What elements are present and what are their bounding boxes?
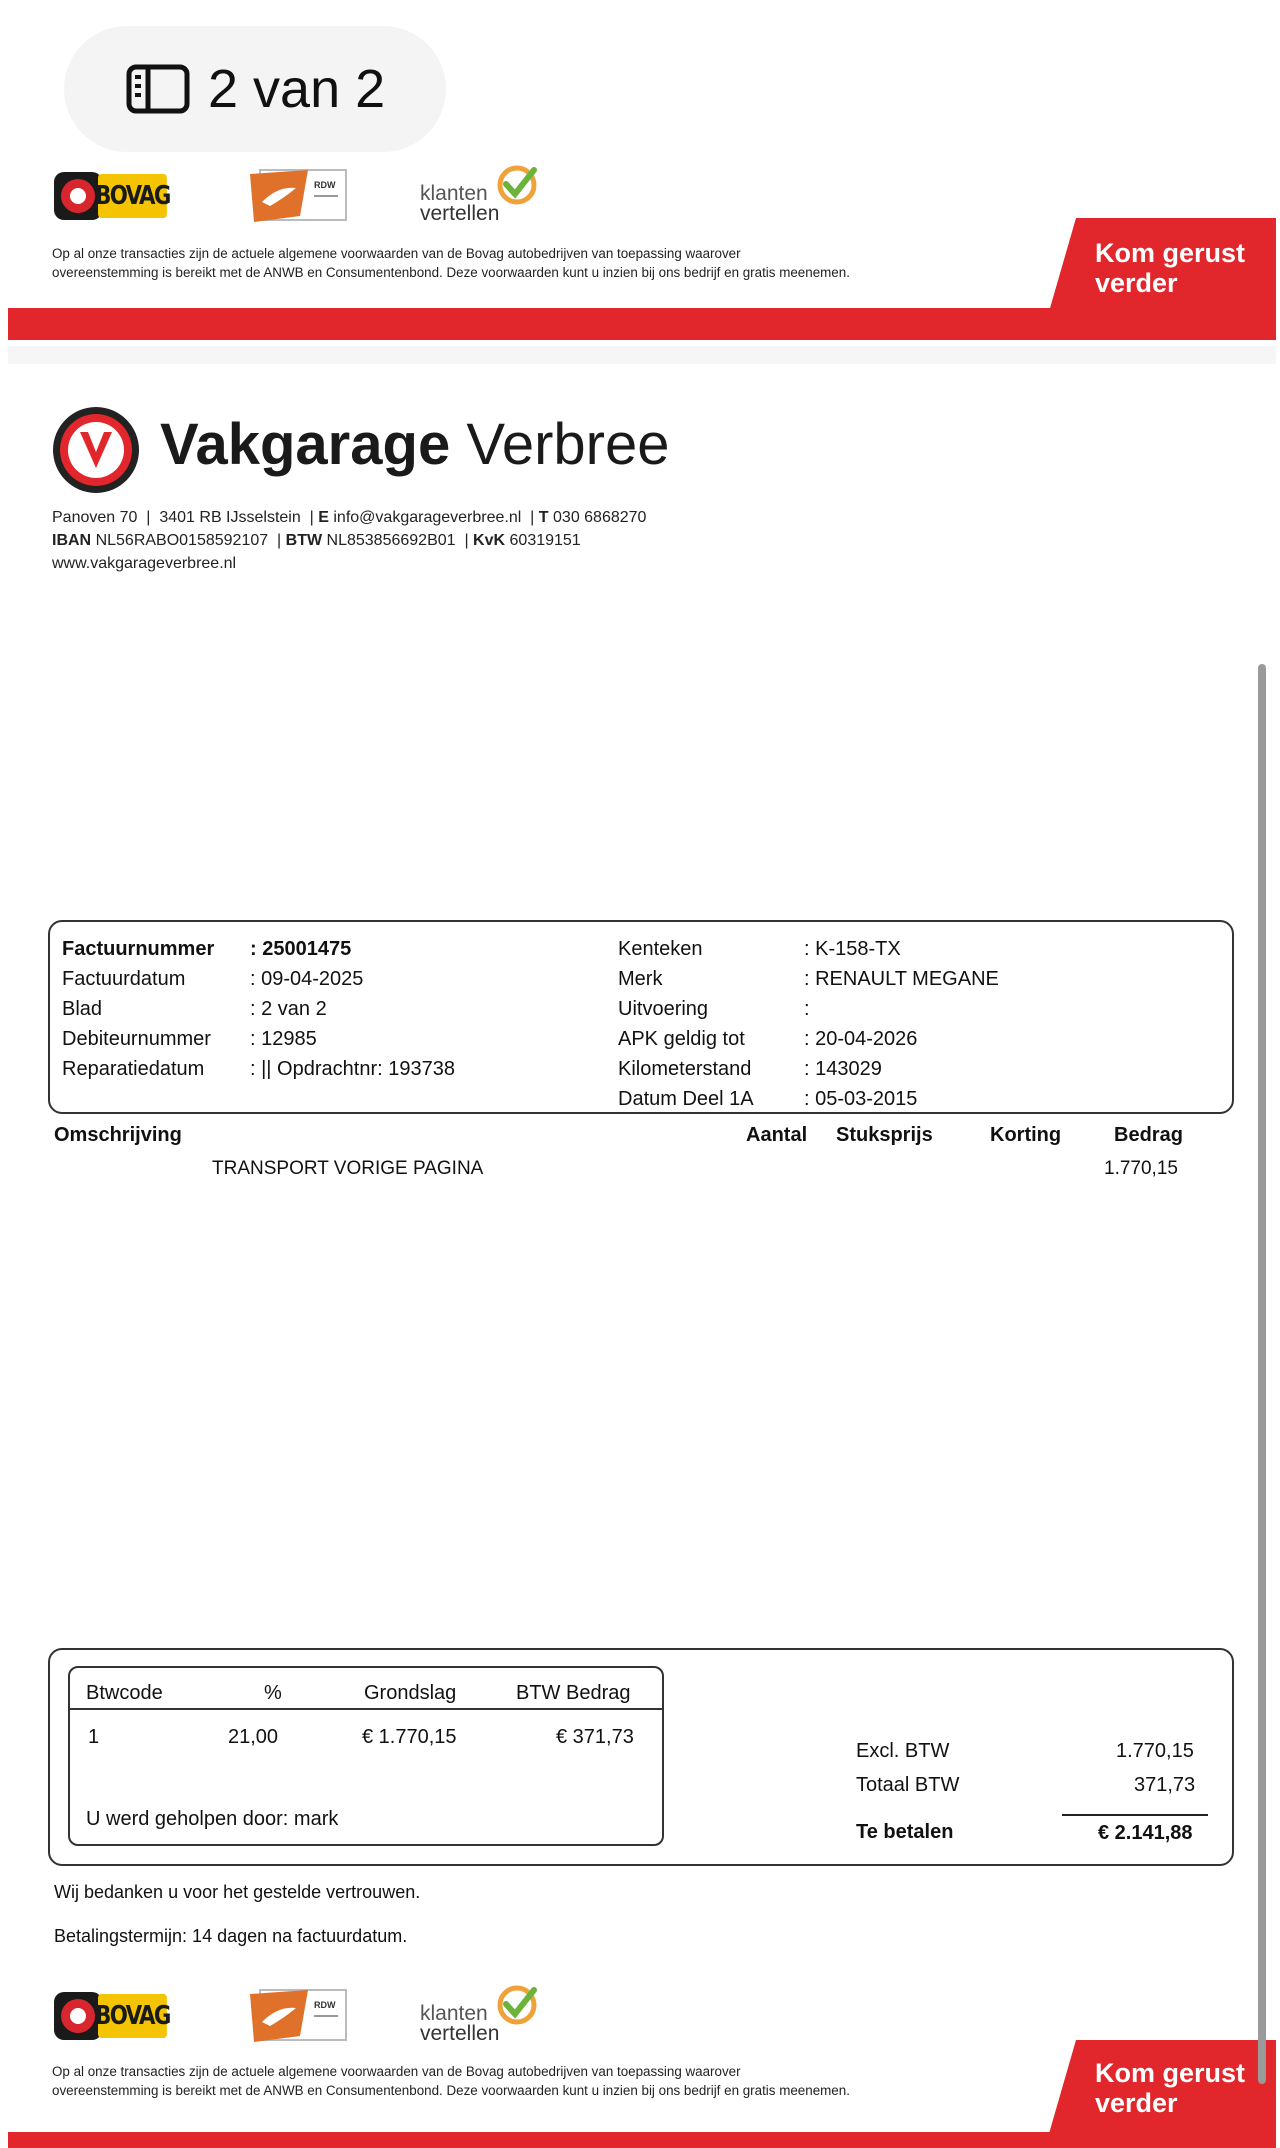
vakgarage-logo-icon <box>50 404 142 496</box>
promo-line-1: Kom gerust <box>1095 238 1246 268</box>
bovag-logo <box>54 170 182 222</box>
vat-header-percent: % <box>264 1682 282 1704</box>
vehicle-info-right <box>618 934 1138 1114</box>
footer-red-strip-bottom <box>8 2132 1276 2148</box>
klanten-vertellen-logo-bottom <box>420 1984 550 2050</box>
col-amount: Bedrag <box>1114 1124 1183 1146</box>
helped-by: U werd geholpen door: mark <box>86 1808 339 1830</box>
bovag-logo-bottom <box>54 1990 182 2042</box>
promo-text-bottom <box>1095 2058 1245 2118</box>
vat-header-amount: BTW Bedrag <box>516 1682 631 1704</box>
company-name-light: Verbree <box>466 412 670 477</box>
info-row <box>618 934 1138 964</box>
vertellen-word: vertellen <box>420 202 500 225</box>
vat-row-code: 1 <box>88 1726 100 1748</box>
info-label: Reparatiedatum <box>62 1058 205 1080</box>
info-value: : 143029 <box>804 1058 882 1080</box>
btw: NL853856692B01 <box>326 532 456 549</box>
col-unit-price: Stuksprijs <box>836 1124 933 1146</box>
bovag-wordmark: BOVAG <box>98 174 167 218</box>
vat-row-percent: 21,00 <box>228 1726 279 1748</box>
info-value: : <box>804 998 810 1020</box>
street: Panoven 70 <box>52 509 138 526</box>
page-indicator-label: 2 van 2 <box>208 59 386 119</box>
iban-label: IBAN <box>52 532 92 549</box>
vertellen-word: vertellen <box>420 2022 500 2045</box>
info-row <box>618 1084 1138 1114</box>
col-quantity: Aantal <box>746 1124 808 1146</box>
rdw-wordmark: RDW <box>314 2000 336 2010</box>
info-value: : 20-04-2026 <box>804 1028 918 1050</box>
info-value: : || Opdrachtnr: 193738 <box>250 1058 455 1080</box>
checkmark-icon <box>496 1984 538 2026</box>
total-btw-label: Totaal BTW <box>856 1774 960 1796</box>
promo-line-2: verder <box>1095 2088 1178 2118</box>
vat-row-base: € 1.770,15 <box>362 1726 457 1748</box>
email-label: E <box>318 509 329 526</box>
payment-terms: Betalingstermijn: 14 dagen na factuurdatum. <box>54 1926 408 1946</box>
page-divider <box>8 346 1276 364</box>
info-value: : 25001475 <box>250 938 352 960</box>
klanten-word: klanten <box>420 2002 488 2025</box>
col-description: Omschrijving <box>54 1124 182 1146</box>
vat-row-amount: € 371,73 <box>556 1726 634 1748</box>
footer-terms-bottom <box>52 2062 1012 2100</box>
vat-header-rule <box>70 1708 662 1710</box>
to-pay-label: Te betalen <box>856 1821 954 1843</box>
line-item-description: TRANSPORT VORIGE PAGINA <box>212 1158 484 1179</box>
terms-line-2: overeenstemming is bereikt met de ANWB en Consumentenbond. Deze voorwaarden kunt u inzien bij ons bedrijf en gratis meenemen. <box>52 2083 850 2098</box>
info-value: : 2 van 2 <box>250 998 327 1020</box>
info-value: : 12985 <box>250 1028 317 1050</box>
to-pay-value: € 2.141,88 <box>1098 1822 1193 1844</box>
excl-btw-value: 1.770,15 <box>1116 1740 1194 1762</box>
checkmark-icon <box>496 164 538 206</box>
info-value: : 05-03-2015 <box>804 1088 918 1110</box>
info-label: Datum Deel 1A <box>618 1088 754 1110</box>
bovag-wordmark: BOVAG <box>98 1994 167 2038</box>
thanks-note: Wij bedanken u voor het gestelde vertrouwen. <box>54 1882 421 1902</box>
info-row <box>62 1024 582 1054</box>
postal: 3401 RB IJsselstein <box>159 509 301 526</box>
kvk-label: KvK <box>473 532 506 549</box>
rdw-logo-bottom <box>248 1986 352 2046</box>
page-indicator <box>64 26 446 152</box>
phone-label: T <box>538 509 549 526</box>
info-row <box>618 964 1138 994</box>
info-label: Debiteurnummer <box>62 1028 211 1050</box>
info-row <box>62 994 582 1024</box>
info-label: Merk <box>618 968 663 990</box>
info-value: : RENAULT MEGANE <box>804 968 999 990</box>
company-bank-line: IBAN NL56RABO0158592107 | BTW NL853856692B01 | KvK 60319151 <box>52 532 581 549</box>
btw-label: BTW <box>285 532 323 549</box>
total-btw-value: 371,73 <box>1134 1774 1196 1796</box>
info-value: : K-158-TX <box>804 938 901 960</box>
info-row <box>618 994 1138 1024</box>
vertical-scrollbar[interactable] <box>1258 664 1266 2084</box>
info-row <box>62 1054 582 1084</box>
kvk: 60319151 <box>509 532 581 549</box>
invoice-info-left <box>62 934 582 1084</box>
line-item-amount: 1.770,15 <box>1104 1158 1178 1179</box>
promo-line-2: verder <box>1095 268 1178 298</box>
totals-rule <box>1062 1814 1208 1816</box>
terms-line-1: Op al onze transacties zijn de actuele algemene voorwaarden van de Bovag autobedrijven van toepassing waarover <box>52 2064 741 2079</box>
info-label: Uitvoering <box>618 998 709 1020</box>
vat-header-code: Btwcode <box>86 1682 163 1704</box>
terms-line-1: Op al onze transacties zijn de actuele algemene voorwaarden van de Bovag autobedrijven van toepassing waarover <box>52 246 741 261</box>
promo-line-1: Kom gerust <box>1095 2058 1246 2088</box>
promo-text-top <box>1095 238 1245 298</box>
info-row <box>618 1024 1138 1054</box>
phone: 030 6868270 <box>553 509 647 526</box>
footer-red-strip <box>8 308 1276 340</box>
sidebar-panel-icon <box>126 64 190 114</box>
info-row <box>618 1054 1138 1084</box>
rdw-logo <box>248 166 352 226</box>
info-label: Blad <box>62 998 103 1020</box>
company-name <box>160 408 669 482</box>
excl-btw-label: Excl. BTW <box>856 1740 950 1762</box>
info-label: Kenteken <box>618 938 703 960</box>
klanten-word: klanten <box>420 182 488 205</box>
company-name-bold: Vakgarage <box>160 412 451 477</box>
email: info@vakgarageverbree.nl <box>333 509 522 526</box>
terms-line-2: overeenstemming is bereikt met de ANWB en Consumentenbond. Deze voorwaarden kunt u inzien bij ons bedrijf en gratis meenemen. <box>52 265 850 280</box>
footer-terms-top <box>52 244 1012 282</box>
company-website: www.vakgarageverbree.nl <box>52 555 237 572</box>
iban: NL56RABO0158592107 <box>95 532 269 549</box>
rdw-wordmark: RDW <box>314 180 336 190</box>
info-label: Factuurdatum <box>62 968 186 990</box>
col-discount: Korting <box>990 1124 1062 1146</box>
company-address-line: Panoven 70 | 3401 RB IJsselstein | E info@vakgarageverbree.nl | T 030 6868270 <box>52 509 647 526</box>
vat-header-base: Grondslag <box>364 1682 457 1704</box>
info-label: APK geldig tot <box>618 1028 745 1050</box>
info-label: Kilometerstand <box>618 1058 752 1080</box>
info-row <box>62 934 582 964</box>
info-label: Factuurnummer <box>62 938 215 960</box>
info-value: : 09-04-2025 <box>250 968 364 990</box>
klanten-vertellen-logo <box>420 164 550 230</box>
info-row <box>62 964 582 994</box>
